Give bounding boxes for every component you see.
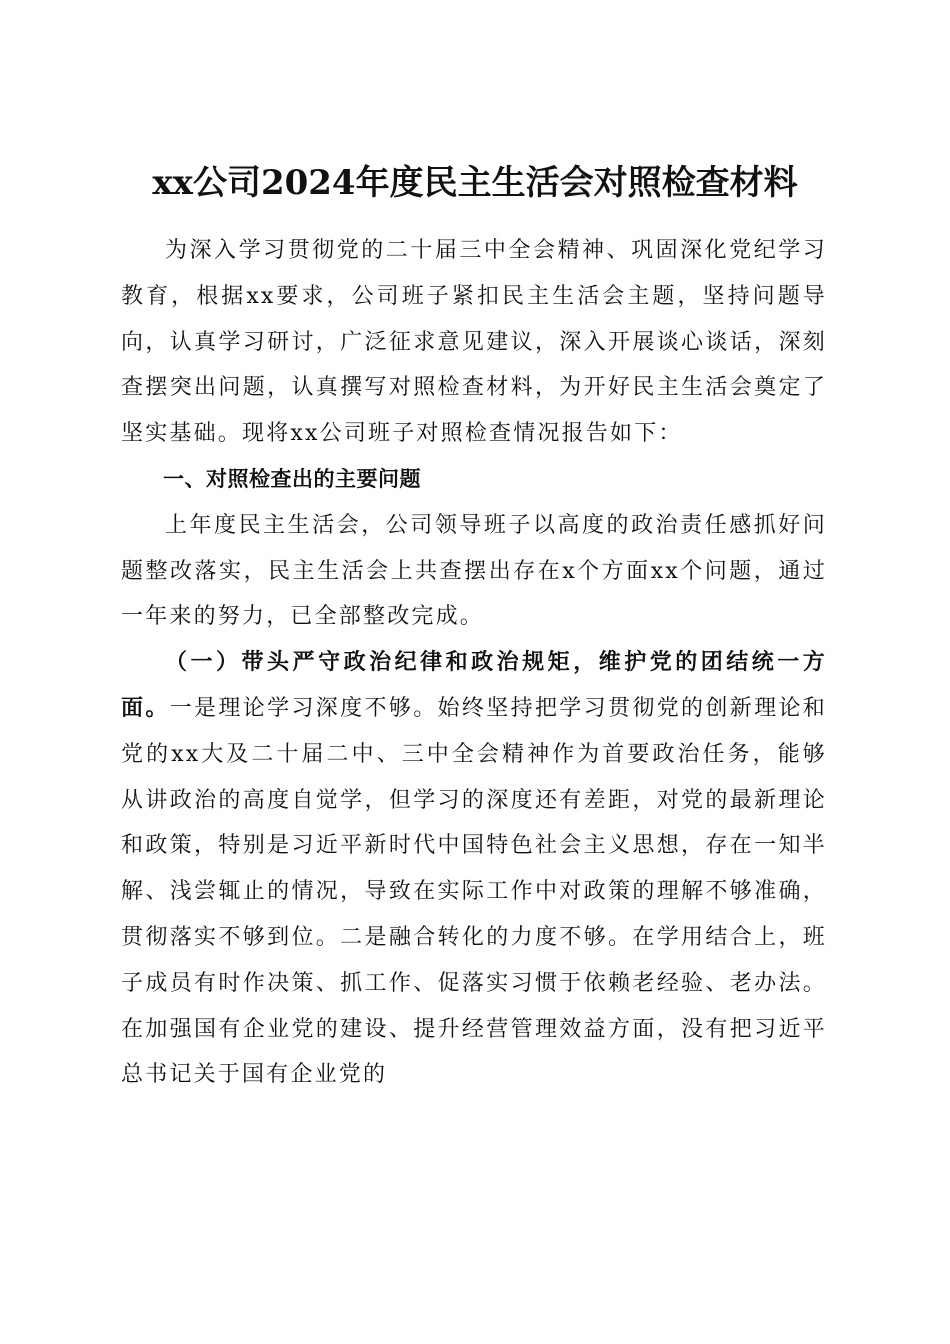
subsection-body: 一是理论学习深度不够。始终坚持把学习贯彻党的创新理论和党的xx大及二十届二中、三中全会精神作为首要政治任务，能够从讲政治的高度自觉学，但学习的深度还有差距，对党的最新理论和政策，特别是习近平新时代中国特色社会主义思想，存在一知半解、浅尝辄止的情况，导致在实际工作中对政策的理解不够准确，贯彻落实不够到位。二是融合转化的力度不够。在学用结合上，班子成员有时作决策、抓工作、促落实习惯于依赖老经验、老办法。在加强国有企业党的建设、提升经营管理效益方面，没有把习近平总书记关于国有企业党的 — [121, 695, 827, 1088]
document-body — [121, 228, 827, 1098]
document-title: xx公司2024年度民主生活会对照检查材料 — [152, 162, 798, 203]
subsection-heading: （一）带头严守政治纪律和政治规矩，维护党的团结统一方面。 — [121, 649, 827, 721]
subsection-paragraph — [121, 640, 827, 1098]
section-paragraph: 上年度民主生活会，公司领导班子以高度的政治责任感抓好问题整改落实，民主生活会上共查摆出存在x个方面xx个问题，通过一年来的努力，已全部整改完成。 — [121, 512, 827, 630]
intro-paragraph: 为深入学习贯彻党的二十届三中全会精神、巩固深化党纪学习教育，根据xx要求，公司班子紧扣民主生活会主题，坚持问题导向，认真学习研讨，广泛征求意见建议，深入开展谈心谈话，深刻查摆突出问题，认真撰写对照检查材料，为开好民主生活会奠定了坚实基础。现将xx公司班子对照检查情况报告如下： — [121, 238, 827, 447]
section-heading: 一、对照检查出的主要问题 — [163, 466, 421, 491]
